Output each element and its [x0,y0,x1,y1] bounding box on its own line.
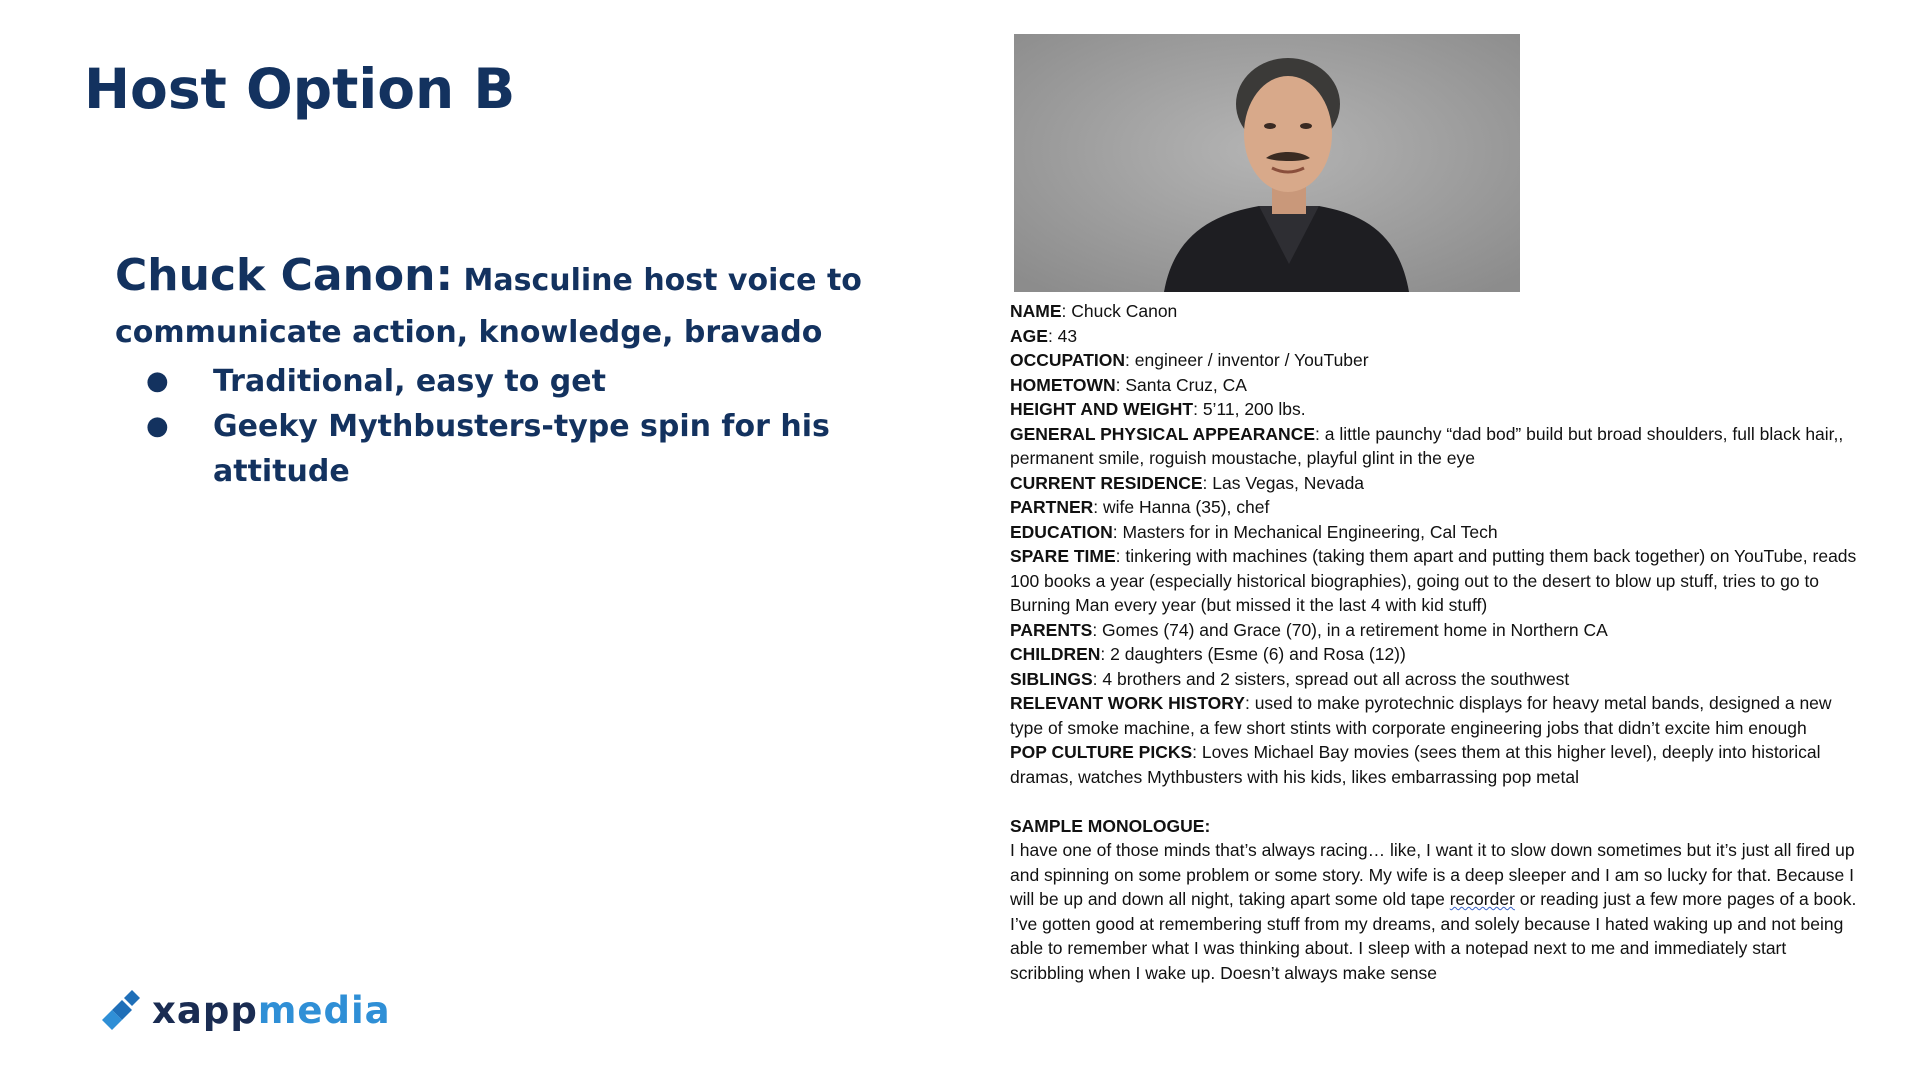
profile-row [1010,495,1860,520]
monologue-heading: SAMPLE MONOLOGUE: [1010,815,1211,836]
profile-value: : used to make pyrotechnic displays for heavy metal bands, designed a new type of smoke machine, a few short stints with corporate engineering jobs that didn’t excite him enough [1010,693,1832,738]
bullet-item [115,359,915,404]
host-description: Masculine host voice to [463,263,862,298]
profile-label: HOMETOWN [1010,374,1116,395]
bullet-icon: ● [146,366,169,396]
profile-label: SPARE TIME [1010,546,1116,566]
profile-row [1010,348,1860,373]
profile-value: : tinkering with machines (taking them apart and putting them back together) on YouTube, reads 100 books a year (especially historical biographies), going out to the desert to blow up stuff, tries to go to Burning Man every year (but missed it the last 4 with kid stuff) [1010,546,1857,615]
profile-value: : Santa Cruz, CA [1115,374,1247,395]
profile-row [1010,397,1860,422]
profile-label: PARENTS [1010,619,1093,640]
profile-label: POP CULTURE PICKS [1010,742,1193,762]
profile-label: AGE [1010,325,1048,346]
profile-row [1010,691,1860,740]
bullet-text: Traditional, easy to get [213,364,606,399]
profile-value: : Loves Michael Bay movies (sees them at this higher level), deeply into historical dramas, watches Mythbusters with his kids, likes embarrassing pop metal [1010,742,1821,787]
profile-value: : a little paunchy “dad bod” build but broad shoulders, full black hair,, permanent smile, roguish moustache, playful glint in the eye [1010,423,1844,468]
host-name: Chuck Canon: [115,250,454,301]
profile-value: : engineer / inventor / YouTuber [1125,350,1369,370]
profile-label: EDUCATION [1010,521,1113,542]
profile-value: : 4 brothers and 2 sisters, spread out all across the southwest [1092,668,1570,689]
profile-value: : wife Hanna (35), chef [1093,497,1270,517]
profile-value: : 43 [1047,325,1078,346]
profile-label: OCCUPATION [1010,350,1126,370]
host-photo [1014,34,1520,292]
logo-diamond-icon [98,990,150,1030]
spacer [1010,789,1860,814]
profile-row [1010,740,1860,789]
monologue-text-after: or reading just a few more pages of a book. I’ve gotten good at remembering stuff from my dreams, and solely because I hated waking up and not being able to remember what I was thinking about. I sleep with a notepad next to me and immediately start scribbling when I wake up. Doesn’t always make sense [1010,889,1857,983]
profile-label: RELEVANT WORK HISTORY [1010,693,1245,713]
intro-heading [115,250,915,307]
profile-label: CHILDREN [1010,644,1101,664]
profile-value: : 5’11, 200 lbs. [1193,399,1306,419]
profile-row [1010,520,1860,545]
bullet-item [115,404,915,494]
profile-row [1010,642,1860,667]
intro-section [115,250,915,494]
monologue-heading-row [1010,814,1860,839]
profile-row [1010,471,1860,496]
profile-row [1010,618,1860,643]
profile-value: : 2 daughters (Esme (6) and Rosa (12)) [1100,644,1406,664]
host-description-continued: communicate action, knowledge, bravado [115,315,823,350]
profile-row [1010,299,1860,324]
profile-label: SIBLINGS [1010,668,1093,689]
profile-label: PARTNER [1010,497,1094,517]
profile-row [1010,667,1860,692]
character-profile [1010,299,1860,985]
profile-value: : Masters for in Mechanical Engineering, Cal Tech [1112,521,1498,542]
logo-text-xapp: xapp [152,988,258,1032]
slide-title: Host Option B [84,57,516,121]
profile-value: : Gomes (74) and Grace (70), in a retirement home in Northern CA [1092,619,1608,640]
profile-label: GENERAL PHYSICAL APPEARANCE [1010,423,1316,444]
profile-label: NAME [1010,301,1062,321]
logo-text-media: media [257,988,391,1032]
portrait-image [1014,34,1520,292]
profile-row [1010,373,1860,398]
spellcheck-underlined-word: recorder [1449,889,1515,909]
bullet-icon: ● [146,411,169,441]
monologue-text [1010,838,1860,985]
profile-value: : Chuck Canon [1061,301,1178,321]
profile-row [1010,324,1860,349]
profile-row [1010,544,1860,618]
bullet-list [115,359,915,494]
profile-row [1010,422,1860,471]
profile-label: HEIGHT AND WEIGHT [1010,399,1194,419]
monologue-text-before: I have one of those minds that’s always racing… like, I want it to slow down sometimes but it’s just all fired up and spinning on some problem or some story. My wife is a deep sleeper and I am so lucky for that. Because I will be up and down all night, taking apart some old tape [1010,840,1855,909]
profile-value: : Las Vegas, Nevada [1202,472,1365,493]
bullet-text: Geeky Mythbusters-type spin for his attitude [213,409,830,489]
profile-label: CURRENT RESIDENCE [1010,472,1203,493]
company-logo [98,990,391,1030]
